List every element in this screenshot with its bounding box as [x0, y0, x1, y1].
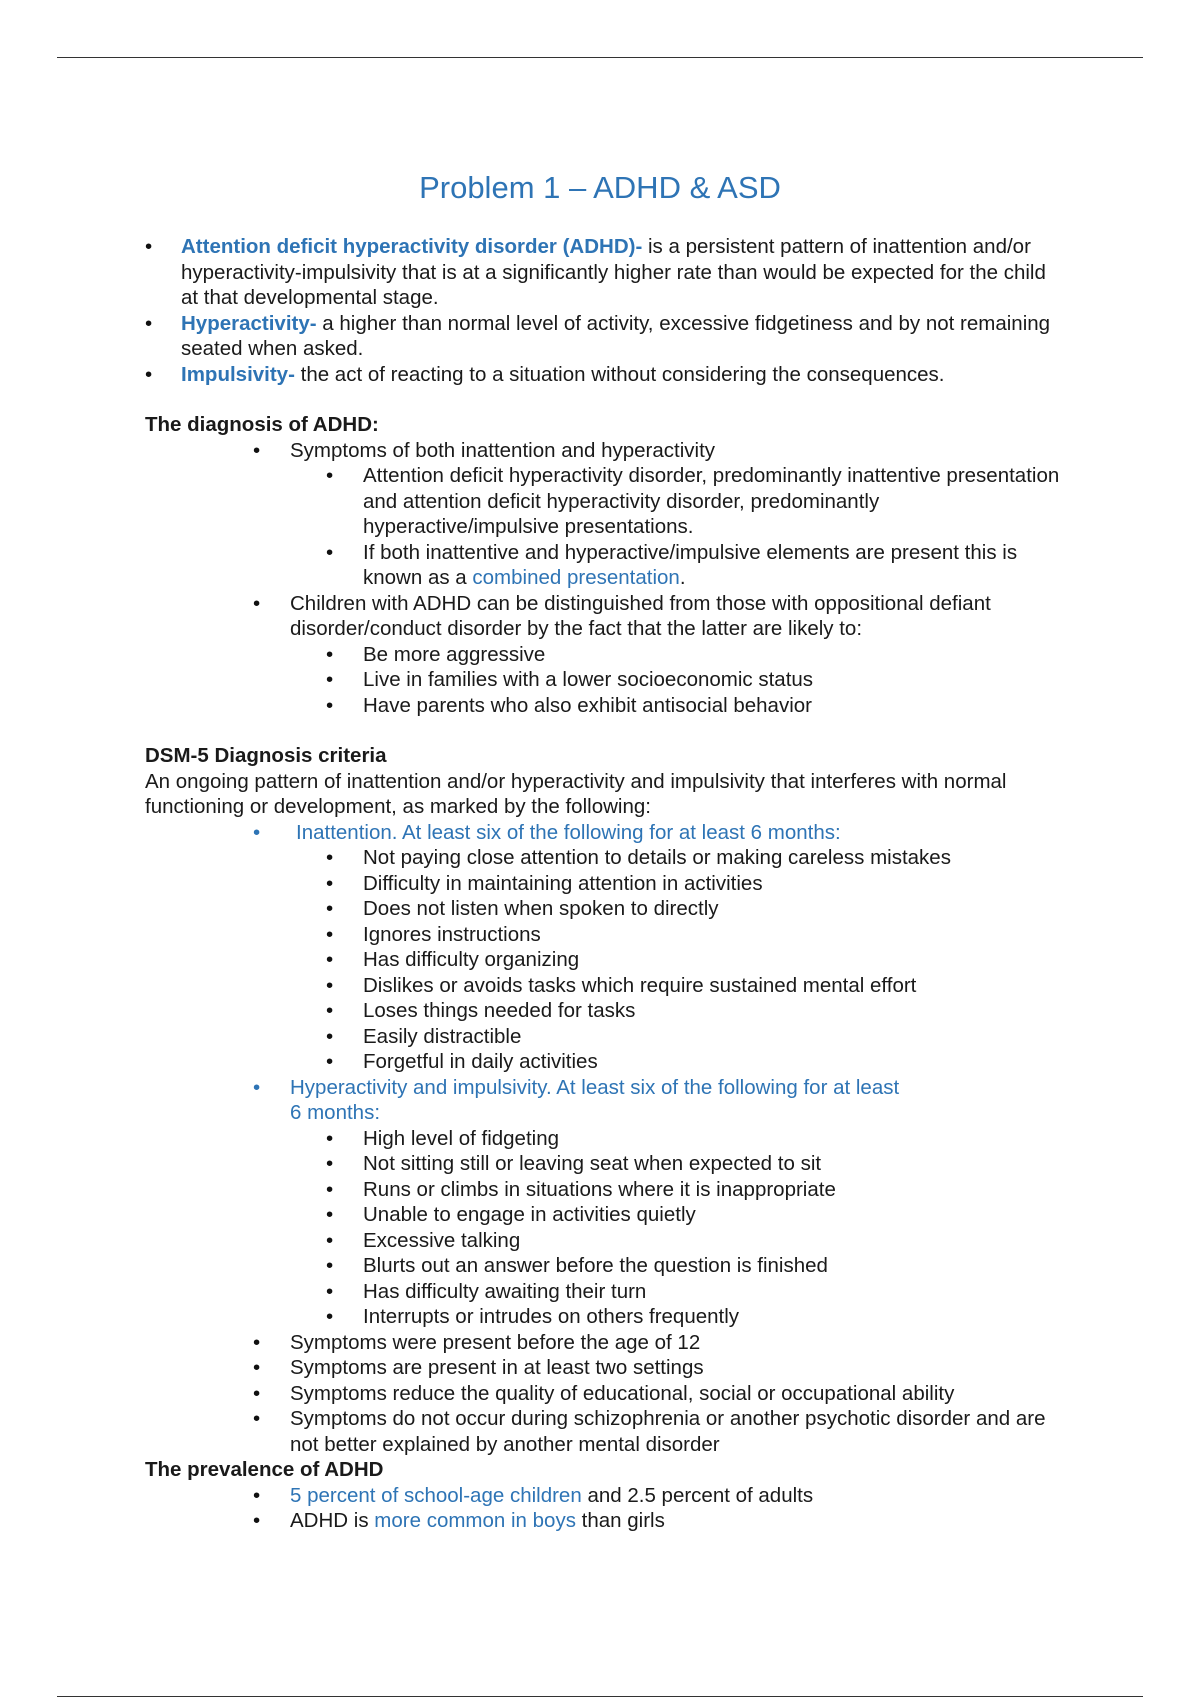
list-item: • Symptoms are present in at least two settings [145, 1355, 1065, 1381]
diagnosis-heading: The diagnosis of ADHD: [145, 413, 379, 436]
list-item: • If both inattentive and hyperactive/impulsive elements are present this is known as a combined presentation. [145, 540, 1065, 591]
inattention-list [145, 845, 1065, 1075]
list-item: • Difficulty in maintaining attention in activities [145, 871, 1065, 897]
document-body [145, 234, 1065, 1534]
list-item: • Attention deficit hyperactivity disorder, predominantly inattentive presentation and attention deficit hyperactivity disorder, predominantly hyperactive/impulsive presentations. [145, 463, 1065, 540]
list-item: • Unable to engage in activities quietly [145, 1202, 1065, 1228]
prevalence-list [145, 1483, 1065, 1534]
list-item: • Runs or climbs in situations where it is inappropriate [145, 1177, 1065, 1203]
list-item: • Excessive talking [145, 1228, 1065, 1254]
list-item: • Not sitting still or leaving seat when expected to sit [145, 1151, 1065, 1177]
diagnosis-list [145, 438, 1065, 464]
list-item: • Does not listen when spoken to directly [145, 896, 1065, 922]
definitions-list [145, 234, 1065, 387]
list-item: • Children with ADHD can be distinguished from those with oppositional defiant disorder/conduct disorder by the fact that the latter are likely to: [145, 591, 1065, 642]
list-item: • Ignores instructions [145, 922, 1065, 948]
list-item: • Has difficulty organizing [145, 947, 1065, 973]
header-rule [57, 57, 1143, 58]
footer-rule [57, 1696, 1143, 1697]
list-item: • Symptoms were present before the age of 12 [145, 1330, 1065, 1356]
list-item: • Be more aggressive [145, 642, 1065, 668]
list-item: • ADHD is more common in boys than girls [145, 1508, 1065, 1534]
dsm-intro: An ongoing pattern of inattention and/or hyperactivity and impulsivity that interferes with normal functioning or development, as marked by the following: [145, 769, 1007, 818]
list-item: • Have parents who also exhibit antisocial behavior [145, 693, 1065, 719]
list-item: • Not paying close attention to details or making careless mistakes [145, 845, 1065, 871]
list-item: • Symptoms reduce the quality of educational, social or occupational ability [145, 1381, 1065, 1407]
odd-cd-list [145, 642, 1065, 719]
definition-impulsivity: • Impulsivity- the act of reacting to a situation without considering the consequences. [145, 362, 1065, 388]
combined-presentation-term: combined presentation [472, 566, 680, 589]
definition-adhd: • Attention deficit hyperactivity disorder (ADHD)- is a persistent pattern of inattention and/or hyperactivity-impulsivity that is at a significantly higher rate than would be expected for the child at that developmental stage. [145, 234, 1065, 311]
list-item: • Forgetful in daily activities [145, 1049, 1065, 1075]
list-item: • Has difficulty awaiting their turn [145, 1279, 1065, 1305]
list-item: • Symptoms do not occur during schizophrenia or another psychotic disorder and are not better explained by another mental disorder [145, 1406, 1065, 1457]
inattention-label: • Inattention. At least six of the following for at least 6 months: [145, 820, 1065, 846]
list-item: • Loses things needed for tasks [145, 998, 1065, 1024]
list-item: • Live in families with a lower socioeconomic status [145, 667, 1065, 693]
list-item: • 5 percent of school-age children and 2.5 percent of adults [145, 1483, 1065, 1509]
page-title: Problem 1 – ADHD & ASD [419, 170, 781, 205]
prevalence-heading: The prevalence of ADHD [145, 1458, 384, 1481]
definition-hyperactivity: • Hyperactivity- a higher than normal level of activity, excessive fidgetiness and by not remaining seated when asked. [145, 311, 1065, 362]
criteria-list [145, 1330, 1065, 1458]
list-item: • Interrupts or intrudes on others frequently [145, 1304, 1065, 1330]
list-item: • High level of fidgeting [145, 1126, 1065, 1152]
list-item: • Symptoms of both inattention and hyperactivity [145, 438, 1065, 464]
list-item: • Easily distractible [145, 1024, 1065, 1050]
presentation-list [145, 463, 1065, 591]
list-item: • Dislikes or avoids tasks which require sustained mental effort [145, 973, 1065, 999]
hyperactivity-list [145, 1126, 1065, 1330]
hyperactivity-label: • Hyperactivity and impulsivity. At least six of the following for at least 6 months: [145, 1075, 910, 1126]
list-item: • Blurts out an answer before the question is finished [145, 1253, 1065, 1279]
dsm-heading: DSM-5 Diagnosis criteria [145, 744, 387, 767]
